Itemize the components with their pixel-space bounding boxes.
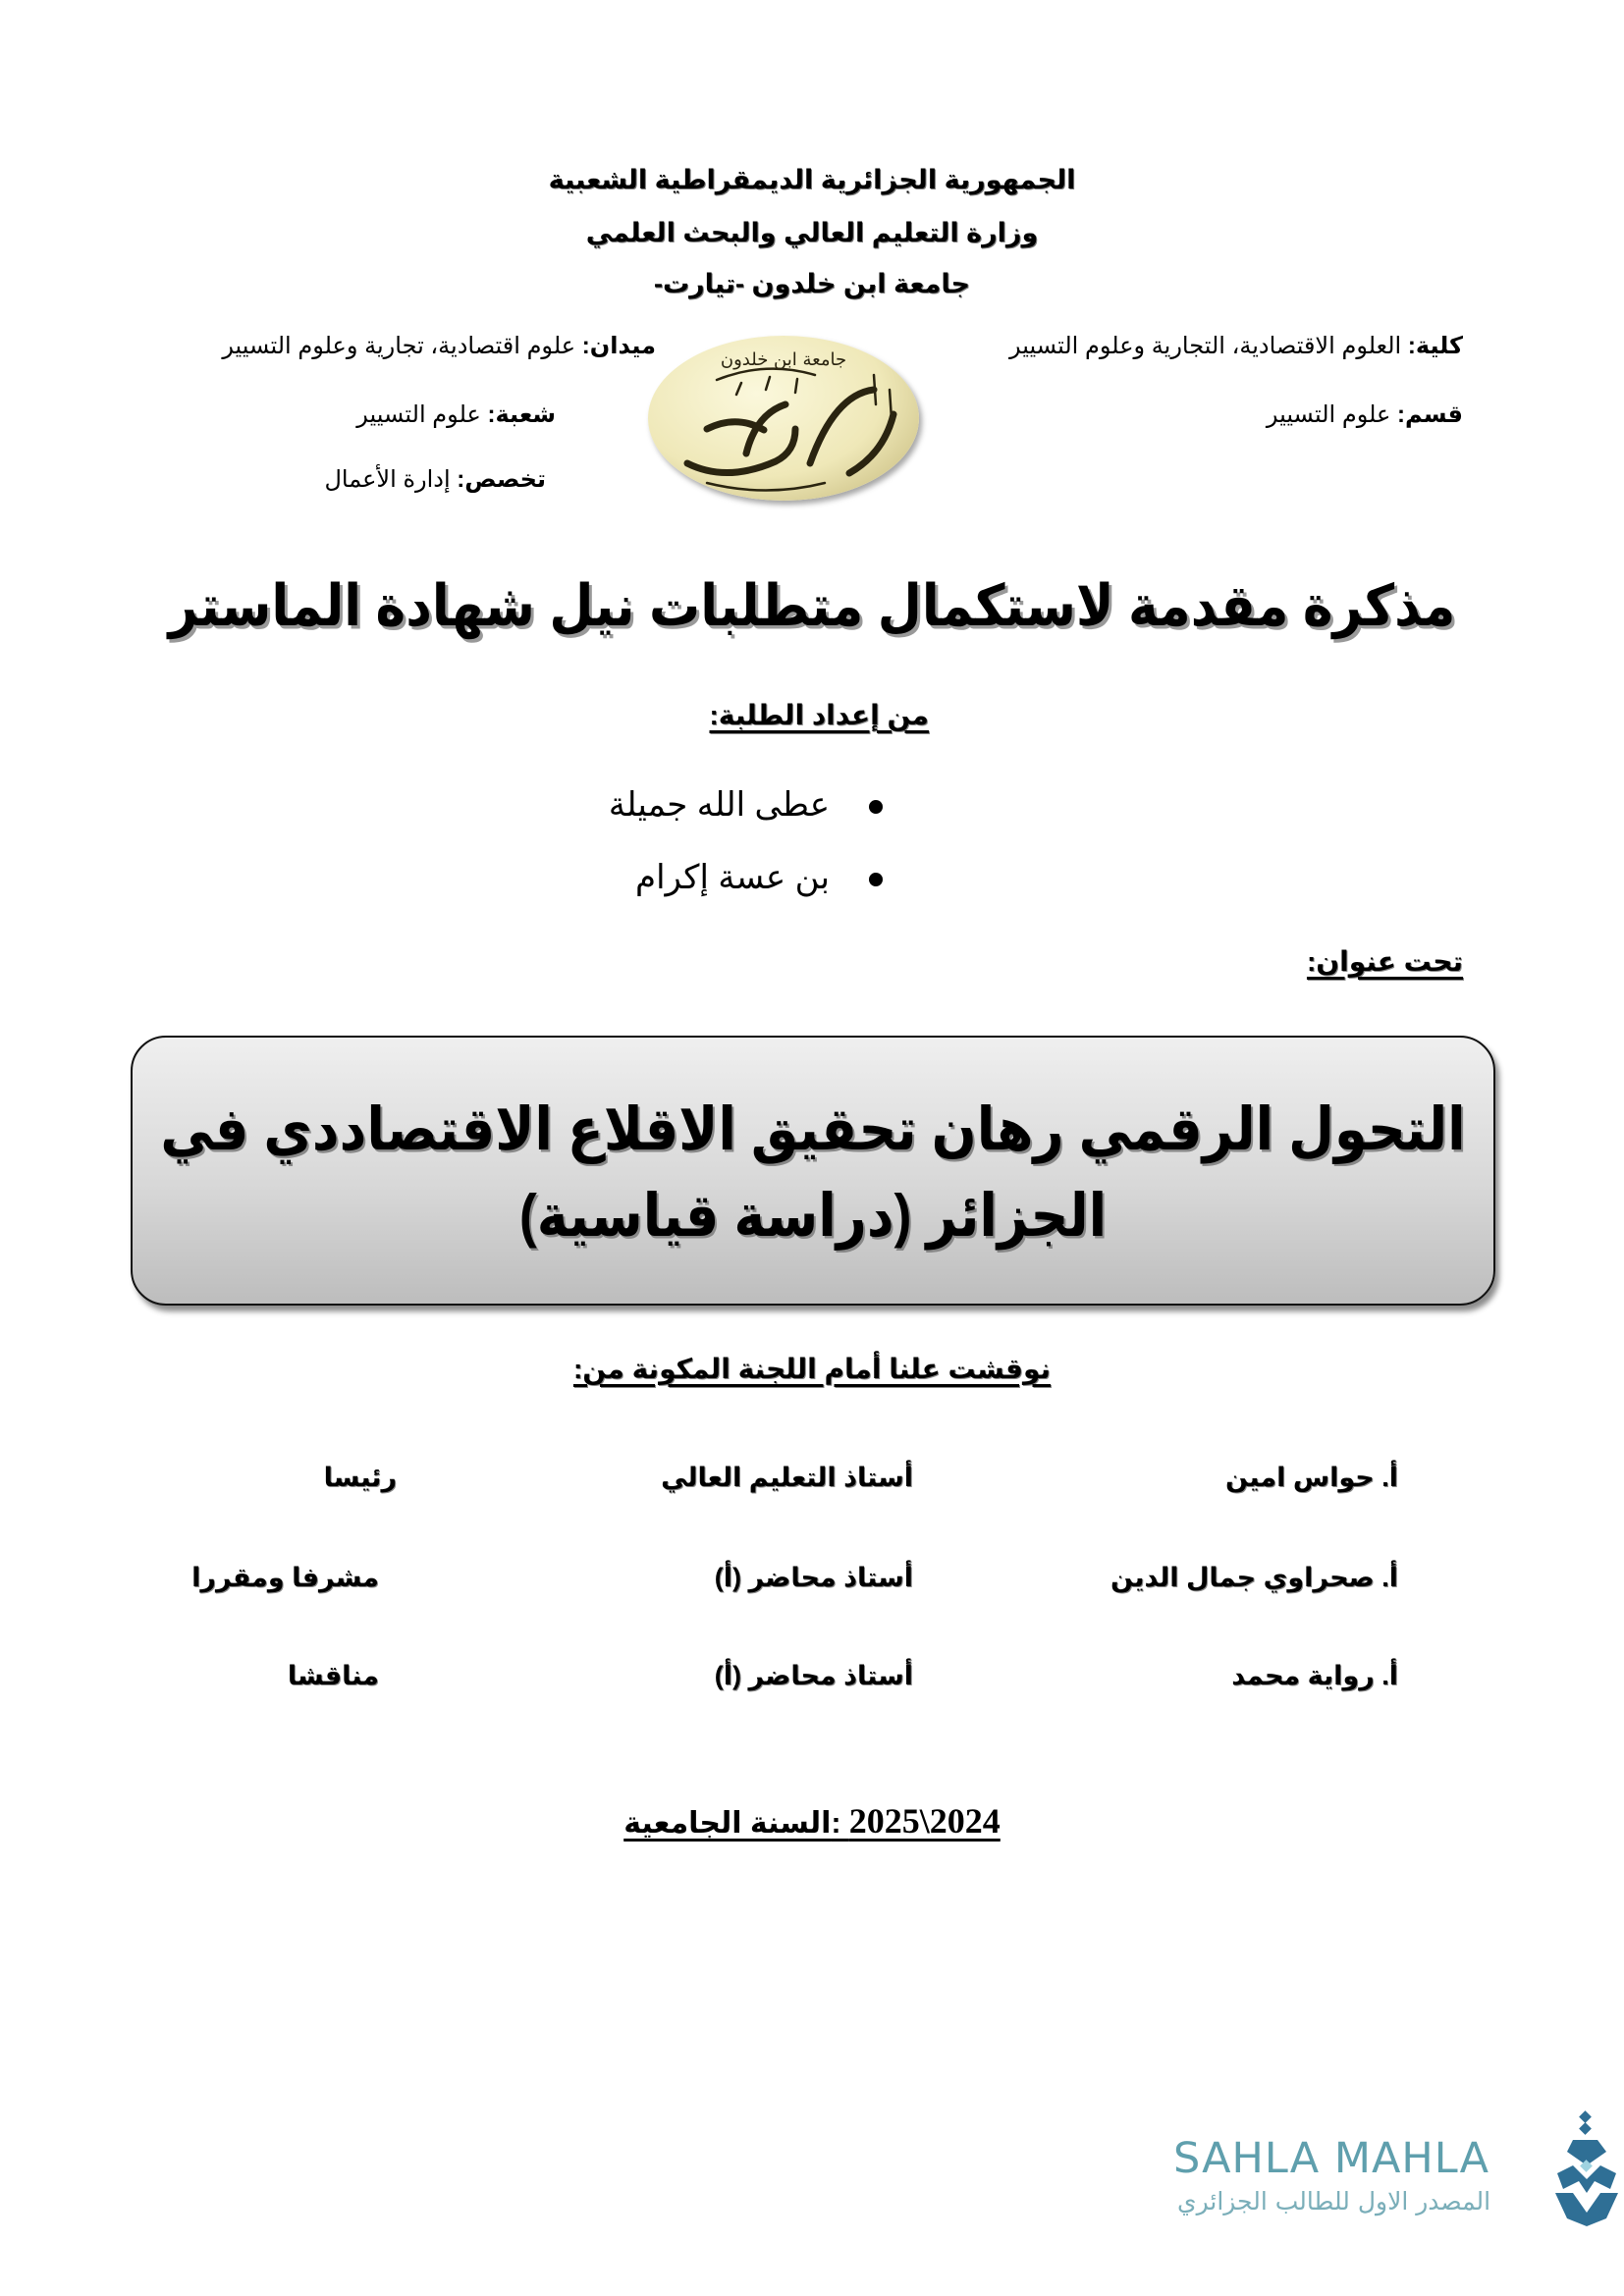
sahla-mahla-watermark: [1173, 2120, 1586, 2228]
member-role: مشرفا ومقررا: [191, 1563, 379, 1592]
branch-label: شعبة:: [487, 401, 556, 428]
department-label: قسم:: [1397, 401, 1463, 428]
member-rank: أستاذ محاضر (أ): [714, 1563, 913, 1592]
brand-tagline: المصدر الاول للطالب الجزائري: [1177, 2187, 1491, 2216]
student-item: [609, 785, 883, 825]
students-heading: من إعداد الطلبة:: [709, 700, 929, 730]
faculty-label: كلية:: [1407, 333, 1463, 359]
member-name: أ. صحراوي جمال الدين: [1110, 1563, 1398, 1592]
specialty-value: إدارة الأعمال: [324, 466, 458, 493]
specialty-label: تخصص:: [457, 466, 546, 493]
main-title: مذكرة مقدمة لاستكمال متطلبات نيل شهادة الماستر: [168, 574, 1456, 639]
academic-year: [0, 1800, 1624, 1842]
member-rank: أستاذ محاضر (أ): [714, 1661, 913, 1690]
student-name: عطى الله جميلة: [608, 786, 830, 824]
branch-value: علوم التسيير: [356, 401, 488, 428]
faculty-line: [1009, 332, 1463, 360]
thesis-heading: تحت عنوان:: [1306, 946, 1463, 977]
member-name: أ. رواية محمد: [1231, 1661, 1398, 1690]
bullet-icon: [869, 800, 883, 814]
domain-line: [222, 332, 656, 360]
academic-year-label: السنة الجامعية:: [623, 1807, 849, 1840]
branch-line: [356, 400, 556, 429]
domain-label: ميدان:: [581, 333, 656, 359]
header-ministry: وزارة التعليم العالي والبحث العلمي: [585, 218, 1039, 247]
member-role: مناقشا: [287, 1661, 379, 1690]
academic-year-text: [623, 1801, 1001, 1841]
student-item: [635, 858, 883, 897]
committee-heading: نوقشت علنا أمام اللجنة المكونة من:: [572, 1354, 1052, 1384]
svg-text:جامعة ابن خلدون: جامعة ابن خلدون: [720, 349, 847, 370]
domain-value: علوم اقتصادية، تجارية وعلوم التسيير: [222, 333, 582, 359]
specialty-line: [324, 465, 546, 494]
brand-name: SAHLA MAHLA: [1173, 2134, 1490, 2183]
thesis-title-box: [131, 1036, 1495, 1306]
academic-year-value: 2025\2024: [848, 1801, 1001, 1841]
bullet-icon: [869, 873, 883, 886]
header-republic: الجمهورية الجزائرية الديمقراطية الشعبية: [548, 165, 1076, 194]
header-university: جامعة ابن خلدون -تيارت-: [654, 269, 970, 298]
department-value: علوم التسيير: [1266, 401, 1398, 428]
university-emblem-icon: [648, 336, 919, 501]
thesis-title-line-1: التحول الرقمي رهان تحقيق الاقلاع الاقتصاددي في: [160, 1095, 1466, 1163]
department-line: [1267, 400, 1463, 429]
student-name: بن عسة إكرام: [635, 859, 830, 896]
faculty-value: العلوم الاقتصادية، التجارية وعلوم التسيير: [1008, 333, 1408, 359]
thesis-title-line-2: الجزائر (دراسة قياسية): [518, 1182, 1108, 1250]
member-name: أ. حواس امين: [1225, 1463, 1398, 1492]
brand-calligraphy-icon: [1551, 2110, 1622, 2228]
member-role: رئيسا: [323, 1463, 397, 1492]
member-rank: أستاذ التعليم العالي: [661, 1463, 913, 1492]
